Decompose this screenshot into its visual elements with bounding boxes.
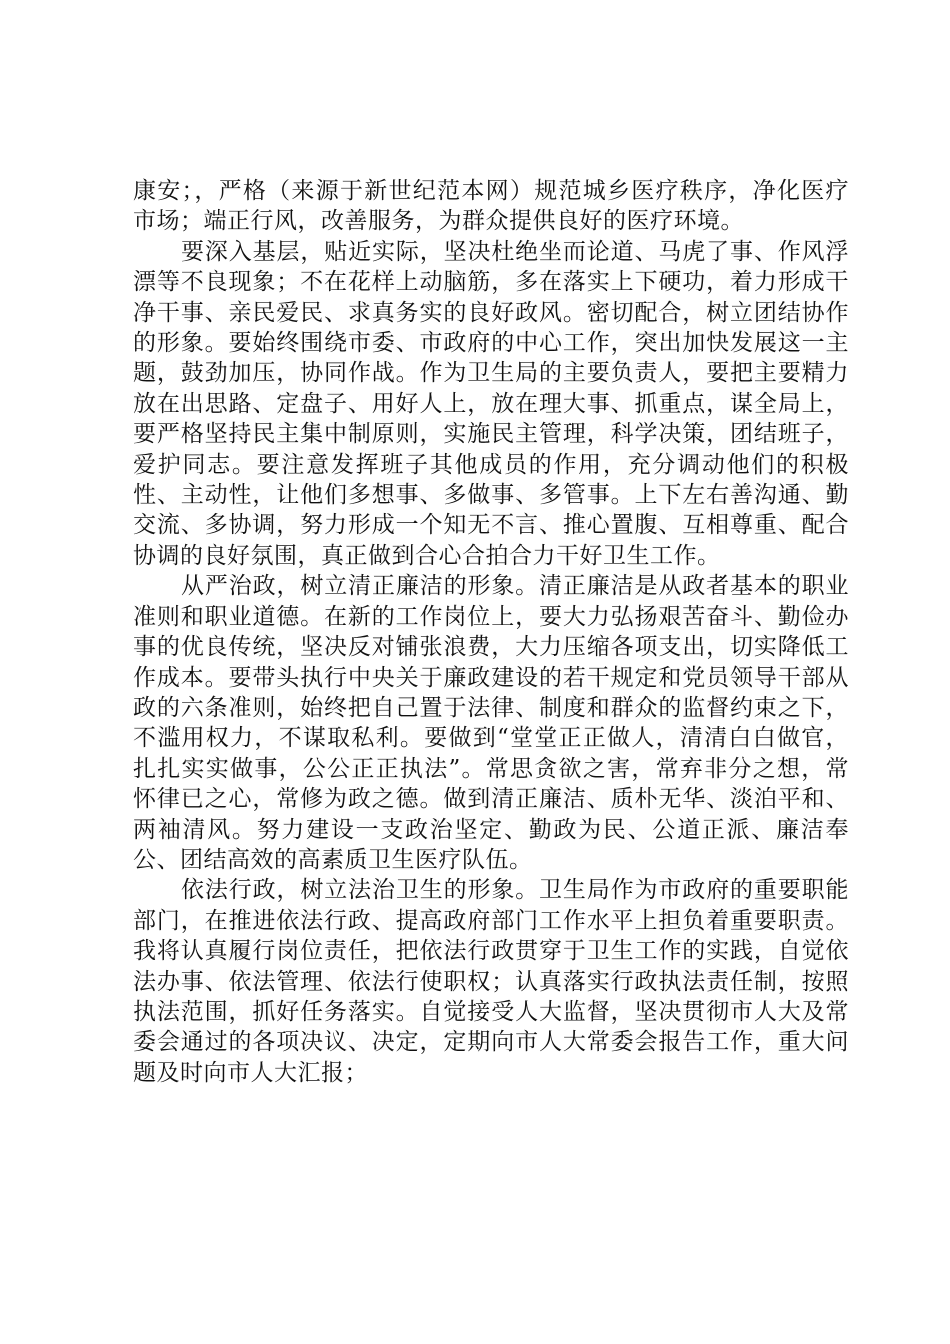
- paragraph-continuation: 康安；，严格（来源于新世纪范本网）规范城乡医疗秩序，净化医疗市场；端正行风，改善服务，为群众提供良好的医疗环境。: [133, 178, 849, 235]
- paragraph-grassroots: 要深入基层，贴近实际，坚决杜绝坐而论道、马虎了事、作风浮漂等不良现象；不在花样上动脑筋，多在落实上下硬功，着力形成干净干事、亲民爱民、求真务实的良好政风。密切配合，树立团结协作的形象。要始终围绕市委、市政府的中心工作，突出加快发展这一主题，鼓劲加压，协同作战。作为卫生局的主要负责人，要把主要精力放在出思路、定盘子、用好人上，放在理大事、抓重点，谋全局上，要严格坚持民主集中制原则，实施民主管理，科学决策，团结班子，爱护同志。要注意发挥班子其他成员的作用，充分调动他们的积极性、主动性，让他们多想事、多做事、多管事。上下左右善沟通、勤交流、多协调，努力形成一个知无不言、推心置腹、互相尊重、配合协调的良好氛围，真正做到合心合拍合力干好卫生工作。: [133, 238, 849, 569]
- paragraph-integrity: 从严治政，树立清正廉洁的形象。清正廉洁是从政者基本的职业准则和职业道德。在新的工作岗位上，要大力弘扬艰苦奋斗、勤俭办事的优良传统，坚决反对铺张浪费，大力压缩各项支出，切实降低工作成本。要带头执行中央关于廉政建设的若干规定和党员领导干部从政的六条准则，始终把自己置于法律、制度和群众的监督约束之下，不滥用权力，不谋取私利。要做到“堂堂正正做人，清清白白做官，扎扎实实做事，公公正正执法”。常思贪欲之害，常弃非分之想，常怀律已之心，常修为政之德。做到清正廉洁、质朴无华、淡泊平和、两袖清风。努力建设一支政治坚定、勤政为民、公道正派、廉洁奉公、团结高效的高素质卫生医疗队伍。: [133, 573, 849, 873]
- document-body: [133, 176, 849, 1088]
- paragraph-rule-of-law: 依法行政，树立法治卫生的形象。卫生局作为市政府的重要职能部门，在推进依法行政、提高政府部门工作水平上担负着重要职责。我将认真履行岗位责任，把依法行政贯穿于卫生工作的实践，自觉依法办事、依法管理、依法行使职权；认真落实行政执法责任制，按照执法范围，抓好任务落实。自觉接受人大监督，坚决贯彻市人大及常委会通过的各项决议、决定，定期向市人大常委会报告工作，重大问题及时向市人大汇报；: [133, 877, 849, 1086]
